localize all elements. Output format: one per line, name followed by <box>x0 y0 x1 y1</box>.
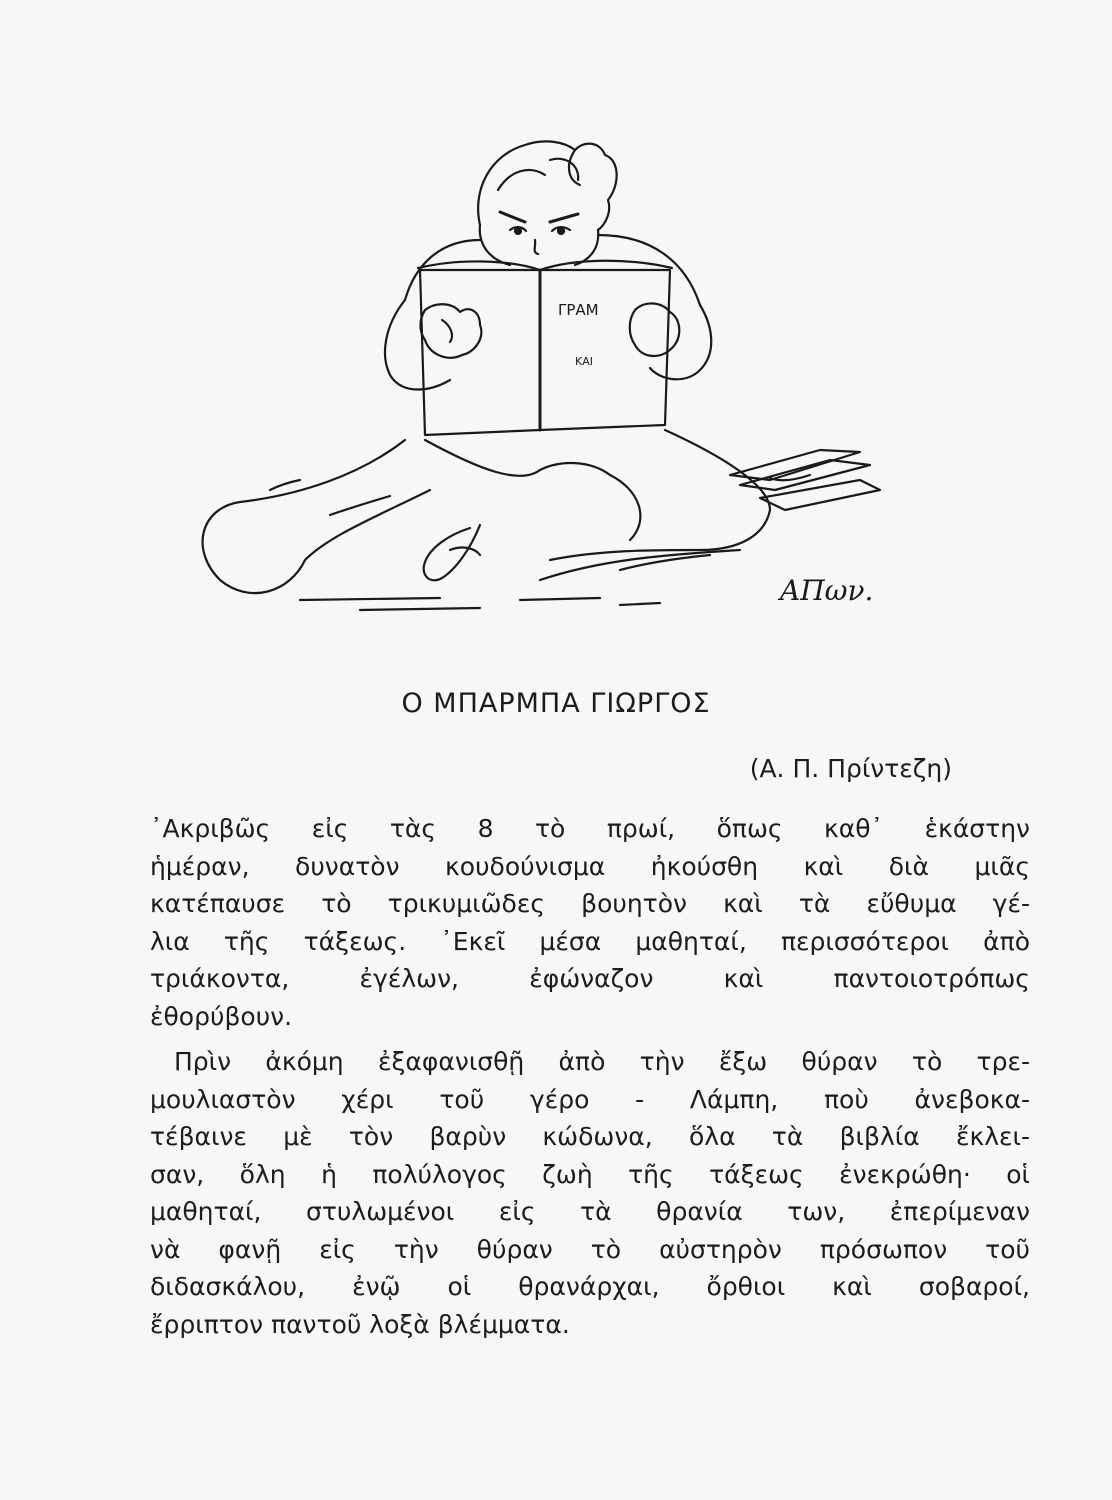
book-cover-text: ΓΡΑΜ <box>558 301 599 319</box>
story-body <box>150 810 1030 1343</box>
text-line: κατέπαυσε τὸ τρικυμιῶδες βουητὸν καὶ τὰ εὔθυμα γέ- <box>150 889 1030 918</box>
story-title: Ο ΜΠΑΡΜΠΑ ΓΙΩΡΓΟΣ <box>401 688 711 719</box>
hair <box>478 141 617 230</box>
text-line: ᾿Ακριβῶς εἰς τὰς 8 τὸ πρωί, ὅπως καθ᾿ ἑκάστην <box>150 814 1030 843</box>
boy-reading-illustration <box>180 130 900 630</box>
text-line: διδασκάλου, ἐνῷ οἱ θρανάρχαι, ὄρθιοι καὶ σοβαροί, <box>150 1272 1030 1301</box>
text-line: μαθηταί, στυλωμένοι εἰς τὰ θρανία των, ἐπερίμεναν <box>150 1197 1030 1226</box>
text-line: μουλιαστὸν χέρι τοῦ γέρο - Λάμπη, ποὺ ἀνεβοκα- <box>150 1084 1030 1114</box>
floor-lines <box>300 598 440 600</box>
artist-signature: ΑΠων. <box>780 574 874 607</box>
text-line: ἡμέραν, δυνατὸν κουδούνισμα ἠκούσθη καὶ διὰ μιᾶς <box>150 851 1030 881</box>
text-line: τριάκοντα, ἐγέλων, ἐφώναζον καὶ παντοιοτρόπως <box>150 964 1030 993</box>
book-icon <box>418 261 672 435</box>
book-cover-line2: ΚΑΙ <box>575 355 593 368</box>
paragraph-1 <box>150 810 1030 1035</box>
face <box>480 225 510 265</box>
story-author: (Α. Π. Πρίντεζη) <box>749 754 952 783</box>
text-line: τέβαινε μὲ τὸν βαρὺν κώδωνα, ὅλα τὰ βιβλία ἔκλει- <box>150 1122 1030 1151</box>
text-line: ἔρριπτον παντοῦ λοξὰ βλέμματα. <box>150 1309 570 1339</box>
legs <box>203 440 430 593</box>
text-line: σαν, ὅλη ἡ πολύλογος ζωὴ τῆς τάξεως ἐνεκρώθη· οἱ <box>150 1159 1030 1189</box>
paragraph-2 <box>150 1043 1030 1343</box>
text-line: λια τῆς τάξεως. ᾿Εκεῖ μέσα μαθηταί, περισσότεροι ἀπὸ <box>150 926 1030 956</box>
text-line: ἐθορύβουν. <box>150 1001 293 1031</box>
text-line: Πρὶν ἀκόμη ἐξαφανισθῇ ἀπὸ τὴν ἔξω θύραν τὸ τρε- <box>174 1047 1030 1076</box>
text-line: νὰ φανῇ εἰς τὴν θύραν τὸ αὐστηρὸν πρόσωπον τοῦ <box>150 1234 1030 1264</box>
